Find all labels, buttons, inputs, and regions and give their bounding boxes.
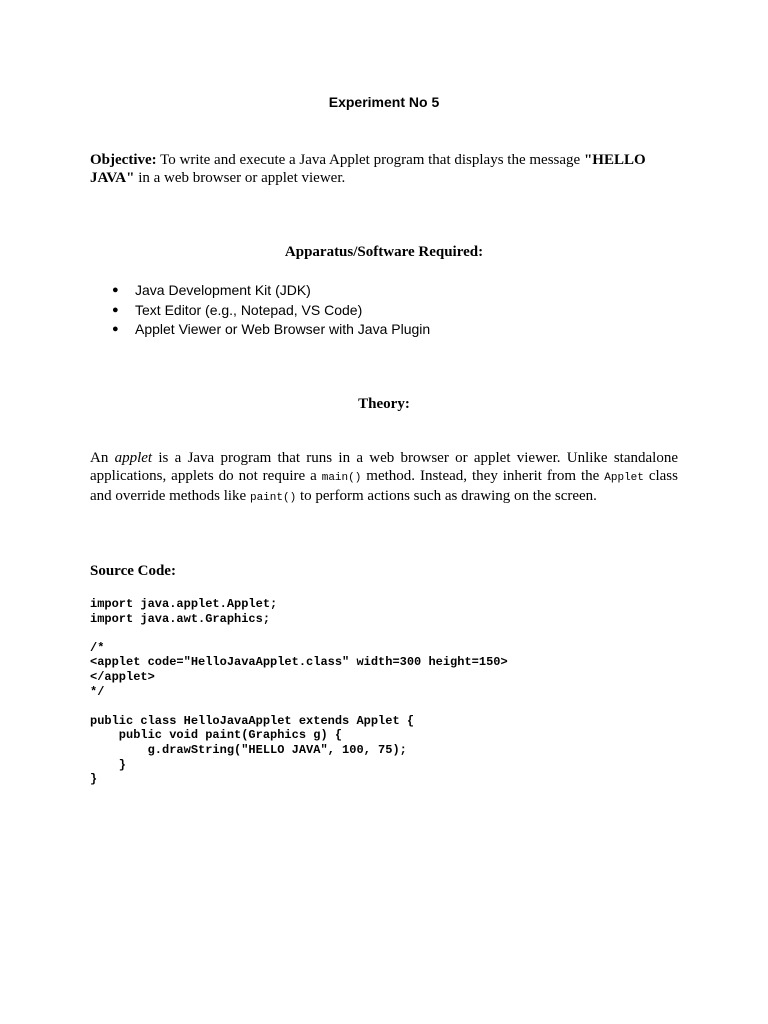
theory-text-4: class and override methods like <box>90 468 678 504</box>
objective-paragraph <box>90 151 678 187</box>
list-item <box>90 281 430 301</box>
inline-code-main: main() <box>321 472 362 484</box>
theory-heading: Theory: <box>358 396 410 412</box>
objective-text-before: To write and execute a Java Applet program that displays the message <box>160 152 581 168</box>
objective-label: Objective: <box>90 152 157 168</box>
theory-text-1: An <box>90 450 109 466</box>
bullet-icon: ● <box>112 323 119 335</box>
theory-paragraph <box>90 449 678 507</box>
inline-code-paint: paint() <box>249 492 297 504</box>
apparatus-heading: Apparatus/Software Required: <box>284 244 484 260</box>
bullet-icon: ● <box>112 303 119 316</box>
theory-text-5: to perform actions such as drawing on the screen. <box>299 488 597 504</box>
list-item <box>90 301 430 321</box>
theory-text-3: method. Instead, they inherit from the <box>366 468 600 484</box>
inline-code-applet: Applet <box>604 472 644 484</box>
list-item-label: Applet Viewer or Web Browser with Java Plugin <box>135 321 431 337</box>
theory-text-2: is a Java program that runs in a web browser or applet viewer. Unlike standalone applications, applets do not require a <box>90 450 678 484</box>
apparatus-list <box>90 281 430 340</box>
theory-term: applet <box>114 450 153 466</box>
source-code-heading: Source Code: <box>90 563 176 579</box>
objective-highlight: "HELLO JAVA" <box>90 152 646 186</box>
list-item-label: Java Development Kit (JDK) <box>135 282 311 298</box>
page-title: Experiment No 5 <box>328 94 440 110</box>
objective-text-after: in a web browser or applet viewer. <box>138 170 346 186</box>
list-item-label: Text Editor (e.g., Notepad, VS Code) <box>135 301 363 318</box>
source-code-block: import java.applet.Applet; import java.awt.Graphics; /* <applet code="HelloJavaApplet.class" width=300 height=150> </applet> */ public class HelloJavaApplet extends Applet { public void paint(Graphics g) { g.drawString("HELLO JAVA", 100, 75); } } <box>90 597 508 787</box>
list-item <box>90 320 430 340</box>
bullet-icon: ● <box>112 284 119 296</box>
